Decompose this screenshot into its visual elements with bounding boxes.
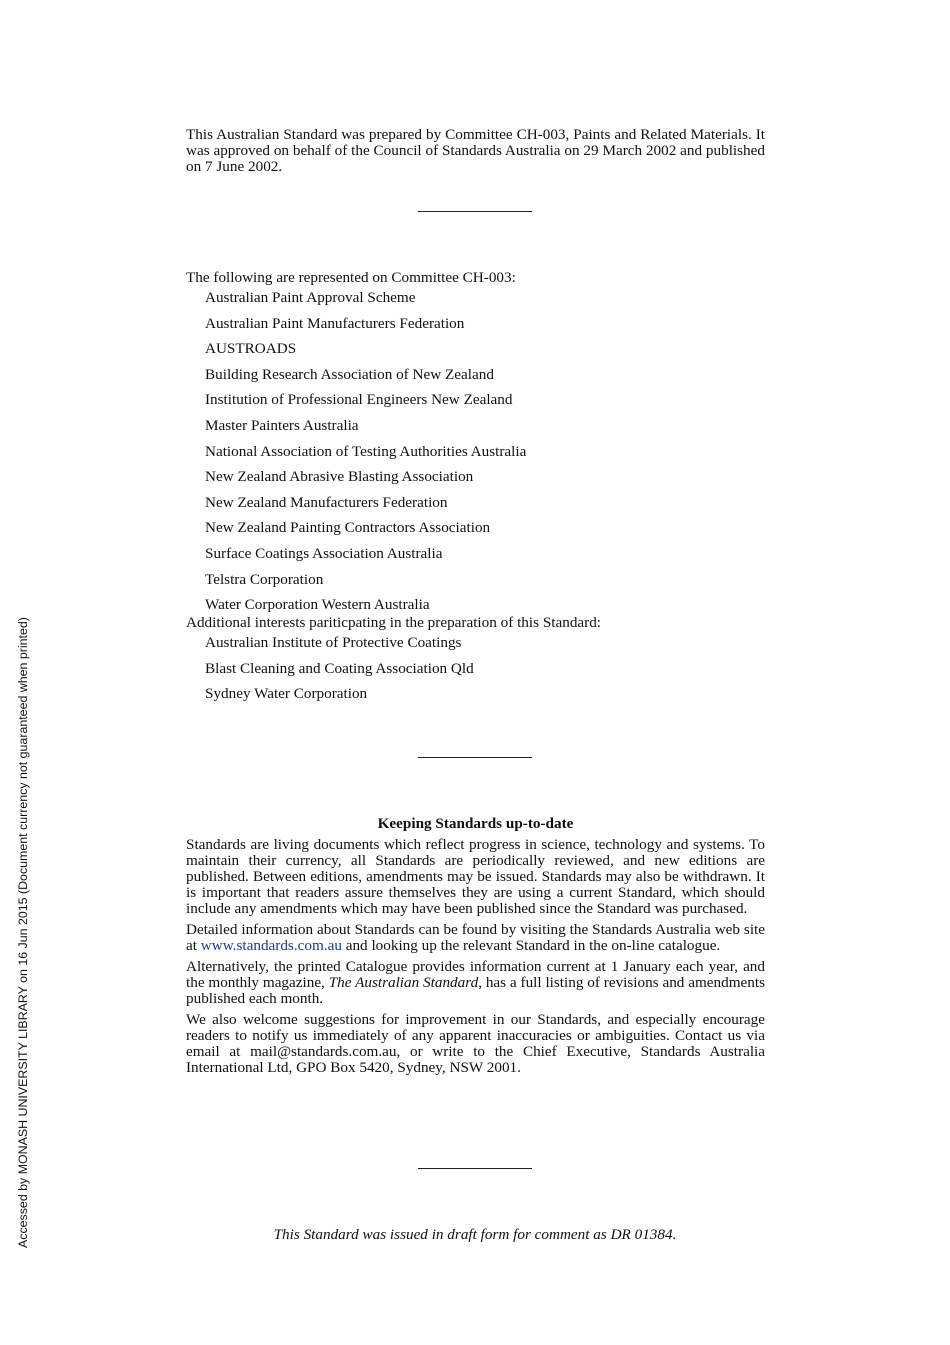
para3-text-before: Alternatively, the printed Catalogue provides information current at 1 January each year, and the monthly magazine,: [186, 958, 765, 991]
additional-interests-list: [186, 634, 765, 711]
committee-member-list: [186, 289, 765, 614]
keeping-standards-section: [186, 815, 765, 1081]
para3-text-after: , has a full listing of revisions and amendments published each month.: [186, 974, 765, 1007]
committee-member: Telstra Corporation: [205, 570, 324, 588]
additional-interests-intro: Additional interests pariticpating in the preparation of this Standard:: [186, 614, 602, 632]
draft-comment-note: This Standard was issued in draft form for comment as DR 01384.: [273, 1226, 677, 1243]
committee-member: New Zealand Manufacturers Federation: [205, 493, 448, 511]
section-divider: [418, 211, 532, 212]
committee-member: Australian Paint Approval Scheme: [205, 289, 416, 306]
committee-member: Surface Coatings Association Australia: [205, 544, 443, 562]
committee-section: [186, 269, 765, 711]
committee-member: Master Painters Australia: [205, 416, 359, 434]
committee-member: Building Research Association of New Zealand: [205, 365, 494, 383]
committee-member: AUSTROADS: [205, 340, 297, 358]
additional-member: Australian Institute of Protective Coatings: [205, 634, 462, 652]
keeping-paragraph-3: [186, 959, 765, 1007]
committee-member: Australian Paint Manufacturers Federation: [205, 314, 465, 332]
keeping-standards-heading: Keeping Standards up-to-date: [377, 815, 574, 832]
access-stamp: Accessed by MONASH UNIVERSITY LIBRARY on 16 Jun 2015 (Document currency not guaranteed when printed): [16, 617, 30, 1248]
committee-member: Water Corporation Western Australia: [205, 596, 430, 614]
committee-member: New Zealand Painting Contractors Association: [205, 519, 491, 537]
magazine-title: The Australian Standard: [328, 974, 479, 991]
standards-website-link[interactable]: www.standards.com.au: [200, 937, 342, 954]
preparation-note: This Australian Standard was prepared by Committee CH-003, Paints and Related Materials. It was approved on behalf of the Council of Standards Australia on 29 March 2002 and published on 7 June 2002.: [186, 126, 765, 175]
keeping-paragraph-4: We also welcome suggestions for improvement in our Standards, and especially encourage readers to notify us immediately of any apparent inaccuracies or ambiguities. Contact us via email at mail@standards.com.au, or write to the Chief Executive, Standards Australia International Ltd, GPO Box 5420, Sydney, NSW 2001.: [186, 1011, 765, 1076]
additional-member: Blast Cleaning and Coating Association Qld: [205, 659, 474, 677]
keeping-paragraph-1: Standards are living documents which reflect progress in science, technology and systems. To maintain their currency, all Standards are periodically reviewed, and new editions are published. Between editions, amendments may be issued. Standards may also be withdrawn. It is important that readers assure themselves they are using a current Standard, which should include any amendments which may have been published since the Standard was purchased.: [186, 836, 765, 917]
para2-text-before: Detailed information about Standards can be found by visiting the Standards Australia web site at: [186, 921, 765, 954]
additional-member: Sydney Water Corporation: [205, 685, 368, 703]
committee-member: National Association of Testing Authorities Australia: [205, 442, 527, 460]
section-divider: [418, 1168, 532, 1169]
committee-intro: The following are represented on Committee CH-003:: [186, 269, 516, 286]
committee-member: Institution of Professional Engineers New Zealand: [205, 391, 513, 409]
para2-text-after: and looking up the relevant Standard in the on-line catalogue.: [345, 937, 721, 954]
section-divider: [418, 757, 532, 758]
committee-member: New Zealand Abrasive Blasting Association: [205, 468, 474, 486]
keeping-paragraph-2: [186, 922, 765, 954]
